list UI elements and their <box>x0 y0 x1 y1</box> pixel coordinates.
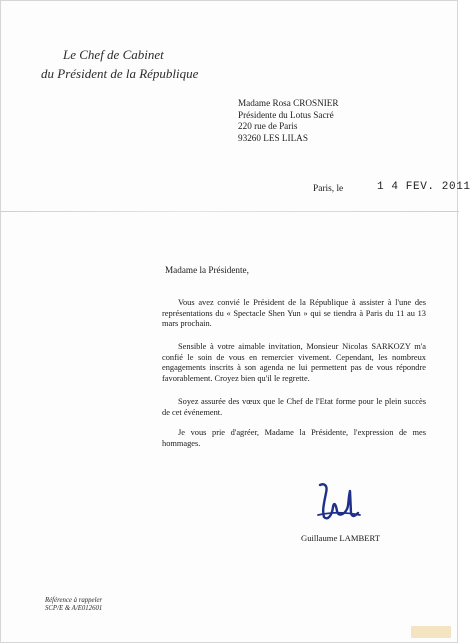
reference-code: SCP/E & A/E012601 <box>45 605 103 613</box>
reference-block <box>45 597 102 614</box>
signer-name: Guillaume LAMBERT <box>301 533 380 543</box>
corner-watermark <box>411 626 451 638</box>
recipient-address <box>238 98 339 144</box>
body-paragraph-2: Sensible à votre aimable invitation, Monsieur Nicolas SARKOZY m'a confié le soin de vous en remercier vivement. Cependant, les nombreux engagements inscrits à son agenda ne lui permettent pas de vous répondre favorablement. Croyez bien qu'il le regrette. <box>162 342 426 384</box>
reference-label: Référence à rappeler <box>45 597 103 604</box>
recipient-title: Présidente du Lotus Sacré <box>238 109 334 120</box>
fold-line <box>1 211 459 212</box>
date-place: Paris, le <box>313 184 344 194</box>
letterhead-line-1: Le Chef de Cabinet <box>63 47 164 62</box>
body-paragraph-3: Soyez assurée des vœux que le Chef de l'Etat forme pour le plein succès de cet événement. <box>162 397 426 417</box>
letterhead <box>41 45 241 83</box>
date-stamp: 1 4 FEV. 2011 <box>377 181 471 193</box>
body-paragraph-4: Je vous prie d'agréer, Madame la Présidente, l'expression de mes hommages. <box>162 428 426 448</box>
handwritten-signature <box>314 479 364 523</box>
recipient-name: Madame Rosa CROSNIER <box>238 98 339 108</box>
recipient-city: 93260 LES LILAS <box>238 132 308 143</box>
salutation: Madame la Présidente, <box>165 265 249 275</box>
body-paragraph-1: Vous avez convié le Président de la République à assister à l'une des représentations du « Spectacle Shen Yun » qui se tiendra à Paris du 11 au 13 mars prochain. <box>162 298 426 329</box>
recipient-street: 220 rue de Paris <box>238 121 298 132</box>
letterhead-line-2: du Président de la République <box>41 66 199 81</box>
